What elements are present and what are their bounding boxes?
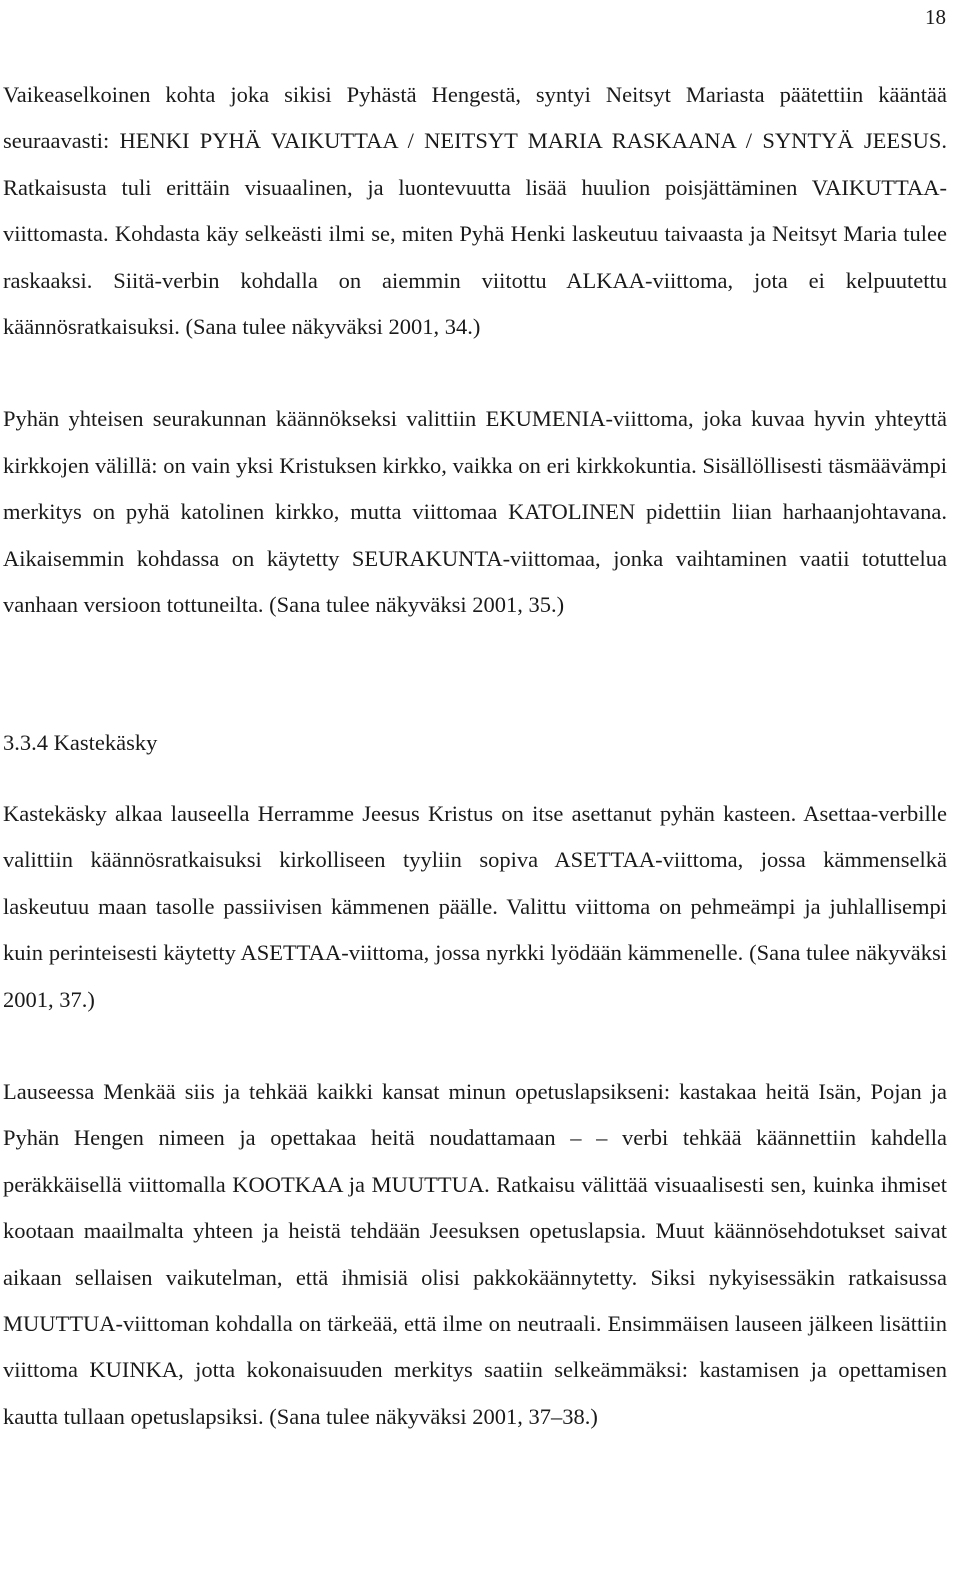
paragraph-conception: Vaikeaselkoinen kohta joka sikisi Pyhästä Hengestä, syntyi Neitsyt Mariasta päätettiin kääntää seuraavasti: HENKI PYHÄ VAIKUTTAA / NEITSYT MARIA RASKAANA / SYNTYÄ JEESUS. Ratkaisusta tuli erittäin visuaalinen, ja luontevuutta lisää huulion poisjättäminen VAIKUTTAA-viittomasta. Kohdasta käy selkeästi ilmi se, miten Pyhä Henki laskeutuu taivaasta ja Neitsyt Maria tulee raskaaksi. Siitä-verbin kohdalla on aiemmin viitottu ALKAA-viittoma, jota ei kelpuutettu käännösratkaisuksi. (Sana tulee näkyväksi 2001, 34.) (3, 82, 947, 340)
paragraph-church: Pyhän yhteisen seurakunnan käännökseksi valittiin EKUMENIA-viittoma, joka kuvaa hyvin yhteyttä kirkkojen välillä: on vain yksi Kristuksen kirkko, vaikka on eri kirkkokuntia. Sisällöllisesti täsmäävämpi merkitys on pyhä katolinen kirkko, mutta viittomaa KATOLINEN pidettiin liian harhaanjohtavana. Aikaisemmin kohdassa on käytetty SEURAKUNTA-viittomaa, jonka vaihtaminen vaatii totuttelua vanhaan versioon tottuneilta. (Sana tulee näkyväksi 2001, 35.) (3, 406, 947, 618)
page-number: 18 (925, 5, 946, 29)
section-heading: 3.3.4 Kastekäsky (3, 730, 158, 756)
document-body (3, 72, 947, 1440)
paragraph-baptism-command: Kastekäsky alkaa lauseella Herramme Jeesus Kristus on itse asettanut pyhän kasteen. Asettaa-verbille valittiin käännösratkaisuksi kirkolliseen tyyliin sopiva ASETTAA-viittoma, jossa kämmenselkä laskeutuu maan tasolle passiivisen kämmenen päälle. Valittu viittoma on pehmeämpi ja juhlallisempi kuin perinteisesti käytetty ASETTAA-viittoma, jossa nyrkki lyödään kämmenelle. (Sana tulee näkyväksi 2001, 37.) (3, 800, 947, 1012)
paragraph-disciples: Lauseessa Menkää siis ja tehkää kaikki kansat minun opetuslapsikseni: kastakaa heitä Isän, Pojan ja Pyhän Hengen nimeen ja opettakaa heitä noudattamaan – – verbi tehkää käännettiin kahdella peräkkäisellä viittomalla KOOTKAA ja MUUTTUA. Ratkaisu välittää visuaalisesti sen, kuinka ihmiset kootaan maailmalta yhteen ja heistä tehdään Jeesuksen opetuslapsia. Muut käännösehdotukset saivat aikaan sellaisen vaikutelman, että ihmisiä olisi pakkokäännytetty. Siksi nykyisessäkin ratkaisussa MUUTTUA-viittoman kohdalla on tärkeää, että ilme on neutraali. Ensimmäisen lauseen jälkeen lisättiin viittoma KUINKA, jotta kokonaisuuden merkitys saatiin selkeämmäksi: kastamisen ja opettamisen kautta tullaan opetuslapsiksi. (Sana tulee näkyväksi 2001, 37–38.) (3, 1078, 947, 1429)
